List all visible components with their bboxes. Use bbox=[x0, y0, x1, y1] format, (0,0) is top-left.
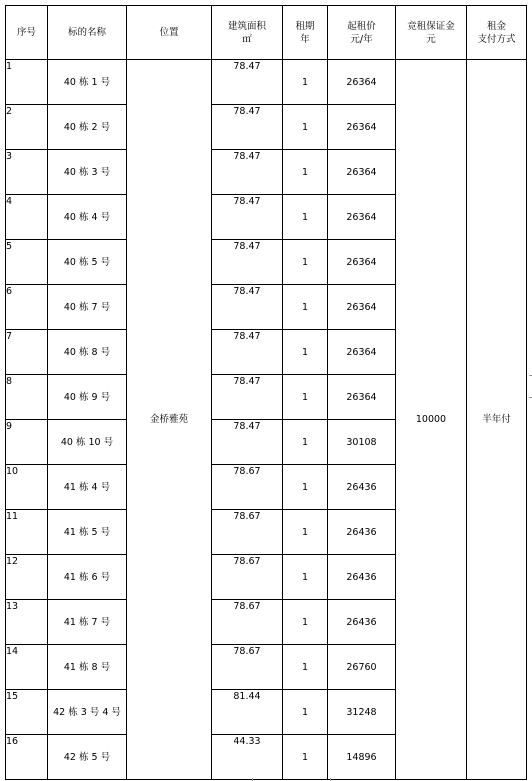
row-index: 9 bbox=[6, 420, 48, 465]
row-term: 1 bbox=[283, 330, 328, 375]
row-area: 44.33 bbox=[212, 735, 283, 780]
row-name: 40 栋 5 号 bbox=[48, 240, 127, 285]
row-area: 78.47 bbox=[212, 375, 283, 420]
row-name: 40 栋 3 号 bbox=[48, 150, 127, 195]
row-area: 81.44 bbox=[212, 690, 283, 735]
row-area: 78.67 bbox=[212, 510, 283, 555]
row-name: 40 栋 7 号 bbox=[48, 285, 127, 330]
row-index: 2 bbox=[6, 105, 48, 150]
row-price: 26364 bbox=[328, 285, 396, 330]
row-term: 1 bbox=[283, 105, 328, 150]
row-price: 26364 bbox=[328, 375, 396, 420]
table-body bbox=[6, 60, 527, 780]
row-area: 78.47 bbox=[212, 240, 283, 285]
row-name: 41 栋 5 号 bbox=[48, 510, 127, 555]
header-row bbox=[6, 6, 527, 60]
row-index: 10 bbox=[6, 465, 48, 510]
row-index: 16 bbox=[6, 735, 48, 780]
header-payment: 租金 支付方式 bbox=[467, 6, 527, 60]
row-name: 42 栋 5 号 bbox=[48, 735, 127, 780]
row-term: 1 bbox=[283, 555, 328, 600]
header-area: 建筑面积 ㎡ bbox=[212, 6, 283, 60]
row-term: 1 bbox=[283, 690, 328, 735]
row-price: 26364 bbox=[328, 105, 396, 150]
row-area: 78.47 bbox=[212, 60, 283, 105]
row-term: 1 bbox=[283, 60, 328, 105]
row-price: 31248 bbox=[328, 690, 396, 735]
row-index: 14 bbox=[6, 645, 48, 690]
row-index: 12 bbox=[6, 555, 48, 600]
row-price: 26436 bbox=[328, 510, 396, 555]
row-term: 1 bbox=[283, 240, 328, 285]
row-term: 1 bbox=[283, 285, 328, 330]
row-index: 3 bbox=[6, 150, 48, 195]
row-term: 1 bbox=[283, 375, 328, 420]
header-deposit: 竞租保证金 元 bbox=[396, 6, 467, 60]
row-term: 1 bbox=[283, 600, 328, 645]
row-price: 26760 bbox=[328, 645, 396, 690]
header-location: 位置 bbox=[127, 6, 212, 60]
row-price: 26364 bbox=[328, 240, 396, 285]
row-index: 8 bbox=[6, 375, 48, 420]
row-name: 41 栋 6 号 bbox=[48, 555, 127, 600]
row-price: 26436 bbox=[328, 465, 396, 510]
row-area: 78.47 bbox=[212, 285, 283, 330]
row-name: 41 栋 4 号 bbox=[48, 465, 127, 510]
row-name: 40 栋 4 号 bbox=[48, 195, 127, 240]
row-index: 11 bbox=[6, 510, 48, 555]
row-term: 1 bbox=[283, 735, 328, 780]
row-area: 78.47 bbox=[212, 330, 283, 375]
row-area: 78.47 bbox=[212, 105, 283, 150]
row-term: 1 bbox=[283, 195, 328, 240]
row-area: 78.67 bbox=[212, 465, 283, 510]
row-term: 1 bbox=[283, 465, 328, 510]
row-name: 42 栋 3 号 4 号 bbox=[48, 690, 127, 735]
row-area: 78.67 bbox=[212, 645, 283, 690]
header-term: 租期 年 bbox=[283, 6, 328, 60]
row-area: 78.47 bbox=[212, 420, 283, 465]
payment-cell: 半年付 bbox=[467, 60, 527, 780]
row-name: 40 栋 1 号 bbox=[48, 60, 127, 105]
row-price: 26436 bbox=[328, 555, 396, 600]
row-area: 78.67 bbox=[212, 600, 283, 645]
row-term: 1 bbox=[283, 150, 328, 195]
header-index: 序号 bbox=[6, 6, 48, 60]
row-name: 40 栋 8 号 bbox=[48, 330, 127, 375]
row-price: 30108 bbox=[328, 420, 396, 465]
row-index: 6 bbox=[6, 285, 48, 330]
row-name: 40 栋 10 号 bbox=[48, 420, 127, 465]
row-name: 40 栋 2 号 bbox=[48, 105, 127, 150]
row-term: 1 bbox=[283, 645, 328, 690]
row-index: 13 bbox=[6, 600, 48, 645]
row-price: 26364 bbox=[328, 195, 396, 240]
row-name: 41 栋 8 号 bbox=[48, 645, 127, 690]
row-index: 4 bbox=[6, 195, 48, 240]
row-area: 78.47 bbox=[212, 150, 283, 195]
row-term: 1 bbox=[283, 510, 328, 555]
row-price: 26364 bbox=[328, 330, 396, 375]
row-term: 1 bbox=[283, 420, 328, 465]
table-row bbox=[6, 60, 527, 105]
row-index: 15 bbox=[6, 690, 48, 735]
row-price: 26364 bbox=[328, 150, 396, 195]
header-name: 标的名称 bbox=[48, 6, 127, 60]
row-index: 5 bbox=[6, 240, 48, 285]
row-name: 40 栋 9 号 bbox=[48, 375, 127, 420]
row-index: 1 bbox=[6, 60, 48, 105]
row-area: 78.47 bbox=[212, 195, 283, 240]
row-price: 14896 bbox=[328, 735, 396, 780]
header-price: 起租价 元/年 bbox=[328, 6, 396, 60]
deposit-cell: 10000 bbox=[396, 60, 467, 780]
location-cell: 金桥雅苑 bbox=[127, 60, 212, 780]
row-area: 78.67 bbox=[212, 555, 283, 600]
row-name: 41 栋 7 号 bbox=[48, 600, 127, 645]
rental-listing-table bbox=[5, 5, 527, 780]
row-price: 26364 bbox=[328, 60, 396, 105]
row-price: 26436 bbox=[328, 600, 396, 645]
row-index: 7 bbox=[6, 330, 48, 375]
